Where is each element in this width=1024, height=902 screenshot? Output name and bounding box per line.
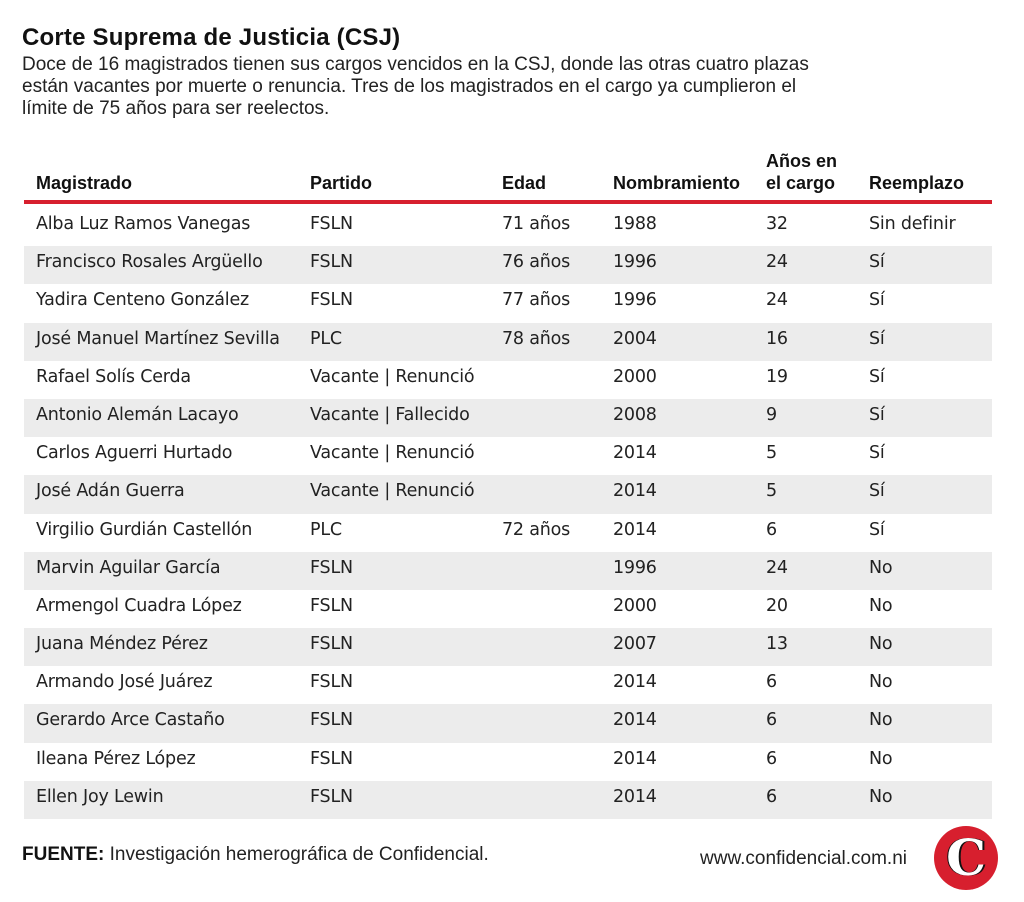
cell-nombramiento: 2000 bbox=[613, 366, 657, 387]
cell-magistrado: Yadira Centeno González bbox=[36, 290, 250, 311]
cell-anos-cargo: 16 bbox=[766, 328, 788, 349]
cell-anos-cargo: 24 bbox=[766, 290, 788, 311]
cell-magistrado: José Manuel Martínez Sevilla bbox=[36, 328, 280, 349]
cell-partido: FSLN bbox=[310, 634, 353, 655]
cell-anos-cargo: 6 bbox=[766, 786, 777, 807]
cell-anos-cargo: 24 bbox=[766, 252, 788, 273]
column-header-anos-cargo bbox=[766, 150, 837, 194]
cell-magistrado: Ellen Joy Lewin bbox=[36, 786, 164, 807]
cell-partido: Vacante | Fallecido bbox=[310, 404, 470, 425]
cell-anos-cargo: 24 bbox=[766, 557, 788, 578]
cell-reemplazo: No bbox=[869, 595, 893, 616]
table-row bbox=[24, 514, 992, 552]
cell-nombramiento: 2000 bbox=[613, 595, 657, 616]
cell-nombramiento: 1996 bbox=[613, 557, 657, 578]
cell-nombramiento: 2014 bbox=[613, 710, 657, 731]
column-header-anos-line2: el cargo bbox=[766, 173, 836, 193]
cell-magistrado: Alba Luz Ramos Vanegas bbox=[36, 214, 251, 234]
cell-anos-cargo: 19 bbox=[766, 366, 788, 387]
page-subtitle: Doce de 16 magistrados tienen sus cargos vencidos en la CSJ, donde las otras cuatro plazas están vacantes por muerte o renuncia. Tres de los magistrados en el cargo ya cumplieron el límite de 75 años para ser reelectos. bbox=[22, 54, 809, 119]
table-body bbox=[24, 208, 992, 819]
logo-letter: C bbox=[946, 828, 986, 887]
cell-magistrado: Virgilio Gurdián Castellón bbox=[36, 519, 253, 540]
cell-partido: FSLN bbox=[310, 748, 353, 769]
cell-partido: PLC bbox=[310, 328, 342, 349]
cell-nombramiento: 2014 bbox=[613, 519, 657, 540]
cell-magistrado: Gerardo Arce Castaño bbox=[36, 710, 225, 731]
cell-anos-cargo: 6 bbox=[766, 672, 777, 693]
cell-nombramiento: 2004 bbox=[613, 328, 657, 349]
cell-edad: 72 años bbox=[502, 519, 571, 540]
column-header-nombramiento: Nombramiento bbox=[613, 173, 741, 193]
cell-nombramiento: 2014 bbox=[613, 481, 657, 502]
table-row bbox=[24, 323, 992, 361]
cell-anos-cargo: 32 bbox=[766, 214, 788, 234]
cell-anos-cargo: 6 bbox=[766, 748, 777, 769]
cell-reemplazo: No bbox=[869, 748, 893, 769]
cell-reemplazo: No bbox=[869, 786, 893, 807]
cell-edad: 76 años bbox=[502, 252, 571, 273]
cell-partido: Vacante | Renunció bbox=[310, 366, 475, 387]
cell-partido: FSLN bbox=[310, 786, 353, 807]
table-row bbox=[24, 590, 992, 628]
cell-reemplazo: Sí bbox=[869, 328, 885, 349]
source-label: FUENTE: bbox=[22, 844, 105, 865]
cell-reemplazo: Sí bbox=[869, 366, 885, 387]
cell-partido: FSLN bbox=[310, 252, 353, 273]
column-header-anos-line1: Años en bbox=[766, 151, 838, 171]
table-row bbox=[24, 628, 992, 666]
website-url: www.confidencial.com.ni bbox=[700, 848, 907, 869]
table-row bbox=[24, 552, 992, 590]
cell-magistrado: Juana Méndez Pérez bbox=[36, 634, 208, 655]
table-row bbox=[24, 399, 992, 437]
cell-magistrado: Carlos Aguerri Hurtado bbox=[36, 443, 233, 464]
cell-reemplazo: Sí bbox=[869, 290, 885, 311]
cell-partido: FSLN bbox=[310, 290, 353, 311]
cell-reemplazo: Sin definir bbox=[869, 214, 956, 234]
cell-edad: 78 años bbox=[502, 328, 571, 349]
table-row bbox=[24, 704, 992, 742]
magistrates-table bbox=[24, 148, 992, 807]
cell-reemplazo: No bbox=[869, 557, 893, 578]
cell-partido: FSLN bbox=[310, 672, 353, 693]
source-text: Investigación hemerográfica de Confidencial. bbox=[104, 844, 489, 865]
cell-partido: FSLN bbox=[310, 710, 353, 731]
cell-magistrado: Ileana Pérez López bbox=[36, 748, 196, 769]
source-note bbox=[22, 844, 489, 866]
cell-anos-cargo: 6 bbox=[766, 710, 777, 731]
table-row bbox=[24, 246, 992, 284]
column-header-partido: Partido bbox=[310, 173, 373, 193]
cell-anos-cargo: 9 bbox=[766, 404, 777, 425]
cell-reemplazo: Sí bbox=[869, 252, 885, 273]
cell-magistrado: Rafael Solís Cerda bbox=[36, 366, 191, 387]
cell-partido: Vacante | Renunció bbox=[310, 443, 475, 464]
cell-reemplazo: No bbox=[869, 710, 893, 731]
column-header-edad: Edad bbox=[502, 173, 547, 193]
column-header-magistrado: Magistrado bbox=[36, 173, 133, 193]
cell-partido: PLC bbox=[310, 519, 342, 540]
table-row bbox=[24, 475, 992, 513]
cell-reemplazo: Sí bbox=[869, 519, 885, 540]
table-header bbox=[24, 148, 992, 200]
cell-reemplazo: Sí bbox=[869, 443, 885, 464]
table-row bbox=[24, 666, 992, 704]
cell-partido: FSLN bbox=[310, 214, 353, 234]
cell-nombramiento: 2008 bbox=[613, 404, 657, 425]
cell-nombramiento: 1996 bbox=[613, 290, 657, 311]
cell-anos-cargo: 6 bbox=[766, 519, 777, 540]
cell-nombramiento: 1988 bbox=[613, 214, 657, 234]
cell-partido: Vacante | Renunció bbox=[310, 481, 475, 502]
cell-magistrado: Marvin Aguilar García bbox=[36, 557, 221, 578]
cell-partido: FSLN bbox=[310, 595, 353, 616]
cell-nombramiento: 2014 bbox=[613, 443, 657, 464]
table-row bbox=[24, 208, 992, 246]
cell-magistrado: Antonio Alemán Lacayo bbox=[36, 404, 239, 425]
cell-reemplazo: No bbox=[869, 672, 893, 693]
column-header-reemplazo: Reemplazo bbox=[869, 173, 965, 193]
confidencial-logo bbox=[934, 826, 998, 890]
cell-magistrado: Armando José Juárez bbox=[36, 672, 213, 693]
table-row bbox=[24, 361, 992, 399]
cell-nombramiento: 2014 bbox=[613, 748, 657, 769]
cell-magistrado: José Adán Guerra bbox=[36, 481, 185, 502]
table-row bbox=[24, 284, 992, 322]
cell-edad: 71 años bbox=[502, 214, 571, 234]
cell-reemplazo: Sí bbox=[869, 481, 885, 502]
cell-nombramiento: 2014 bbox=[613, 672, 657, 693]
table-row bbox=[24, 781, 992, 819]
page-title: Corte Suprema de Justicia (CSJ) bbox=[22, 24, 401, 51]
cell-anos-cargo: 5 bbox=[766, 481, 777, 502]
cell-nombramiento: 2007 bbox=[613, 634, 657, 655]
cell-nombramiento: 2014 bbox=[613, 786, 657, 807]
cell-nombramiento: 1996 bbox=[613, 252, 657, 273]
table-row bbox=[24, 743, 992, 781]
cell-edad: 77 años bbox=[502, 290, 571, 311]
cell-reemplazo: Sí bbox=[869, 404, 885, 425]
cell-magistrado: Armengol Cuadra López bbox=[36, 595, 242, 616]
cell-anos-cargo: 5 bbox=[766, 443, 777, 464]
cell-reemplazo: No bbox=[869, 634, 893, 655]
cell-anos-cargo: 13 bbox=[766, 634, 788, 655]
header-divider bbox=[24, 200, 992, 204]
cell-anos-cargo: 20 bbox=[766, 595, 788, 616]
cell-magistrado: Francisco Rosales Argüello bbox=[36, 252, 263, 273]
cell-partido: FSLN bbox=[310, 557, 353, 578]
table-row bbox=[24, 437, 992, 475]
